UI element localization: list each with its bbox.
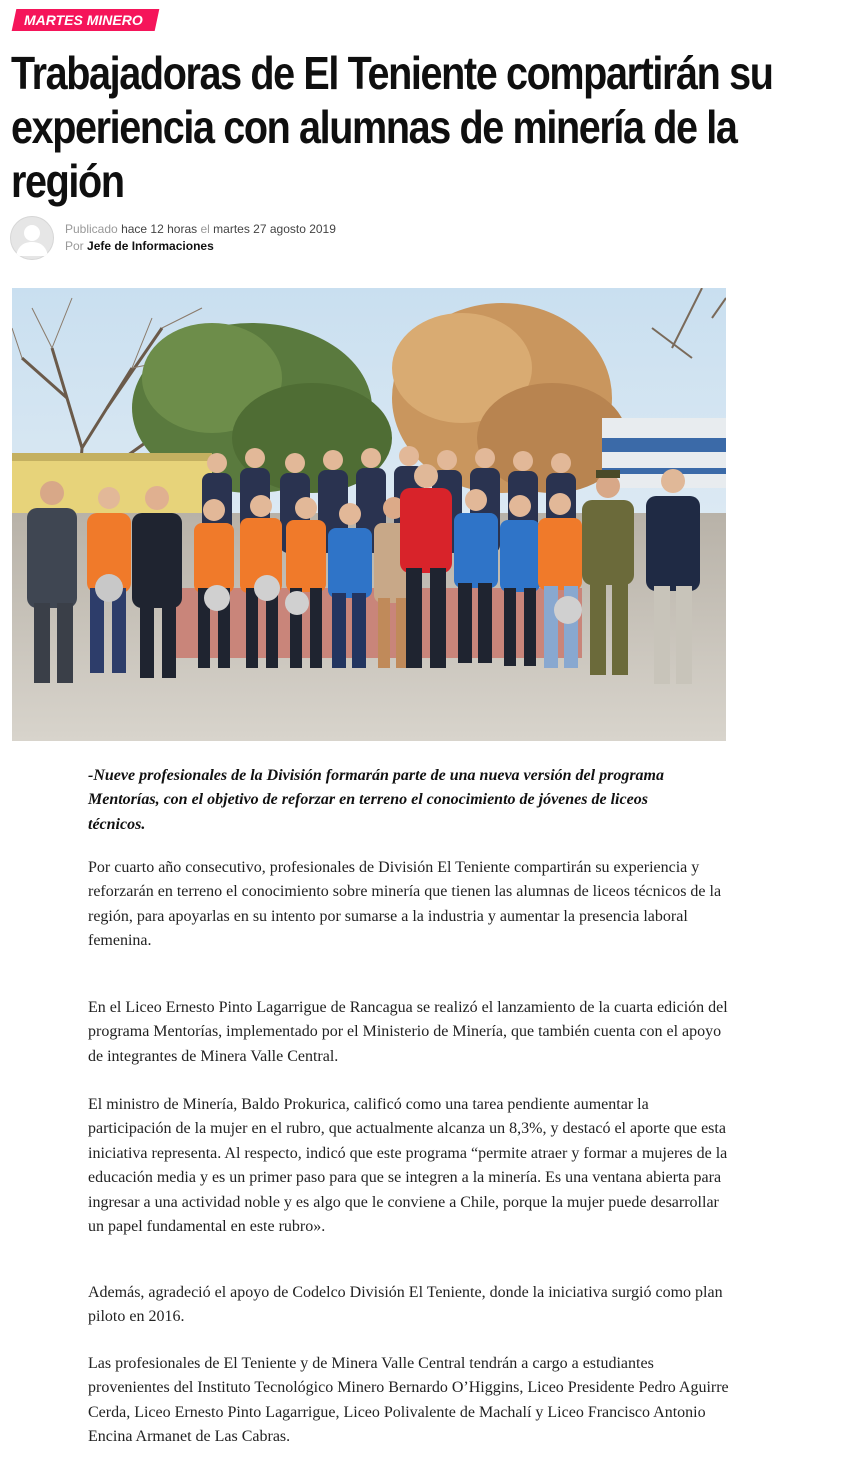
published-label: Publicado [65, 222, 118, 236]
article-paragraph: En el Liceo Ernesto Pinto Lagarrigue de Rancagua se realizó el lanzamiento de la cuarta edición del programa Mentorías, implementado por el Ministerio de Minería, que también cuenta con el apoyo de integrantes de Minera Valle Central. [88, 999, 728, 1065]
article-headline: Trabajadoras de El Teniente compartirán su experiencia con alumnas de minería de la región [11, 47, 773, 207]
article-paragraph: Por cuarto año consecutivo, profesionales de División El Teniente compartirán su experiencia y reforzarán en terreno el conocimiento sobre minería que tienen las alumnas de liceos técnicos de la región, para apoyarlas en su intento por sumarse a la industria y aumentar la presencia laboral femenina. [88, 859, 722, 950]
article-photo[interactable] [12, 288, 726, 741]
byline-meta [65, 221, 336, 255]
article-paragraph: El ministro de Minería, Baldo Prokurica, calificó como una tarea pendiente aumentar la participación de la mujer en el rubro, que actualmente alcanza un 8,3%, y destacó el aporte que esta iniciativa representa. Al respecto, indicó que este programa “permite atraer y formar a mujeres de la educación media y es un primer paso para que se integren a la minería. Es una ventana abierta para ingresar a una actividad noble y es algo que le conviene a Chile, porque la mujer puede desarrollar un papel fundamental en este rubro». [88, 1096, 728, 1236]
publish-date: martes 27 agosto 2019 [213, 222, 336, 236]
byline [10, 216, 510, 264]
date-connector: el [200, 222, 210, 236]
article-lead: -Nueve profesionales de la División formarán parte de una nueva versión del programa Mentorías, con el objetivo de reforzar en terreno el conocimiento de jóvenes de liceos técnicos. [88, 767, 664, 833]
category-tag[interactable] [12, 9, 159, 31]
author-avatar-icon[interactable] [10, 216, 54, 260]
article-paragraph: Las profesionales de El Teniente y de Minera Valle Central tendrán a cargo a estudiantes provenientes del Instituto Tecnológico Minero Bernardo O’Higgins, Liceo Presidente Pedro Aguirre Cerda, Liceo Ernesto Pinto Lagarrigue, Liceo Polivalente de Machalí y Liceo Francisco Antonio Encina Armanet de Las Cabras. [88, 1355, 729, 1446]
by-label: Por [65, 239, 84, 253]
relative-time: hace 12 horas [121, 222, 198, 236]
author-info [65, 238, 336, 255]
group-photo-icon [12, 288, 726, 741]
author-link[interactable]: Jefe de Informaciones [87, 239, 214, 253]
publish-info [65, 221, 336, 238]
article-paragraph: Además, agradeció el apoyo de Codelco División El Teniente, donde la iniciativa surgió como plan piloto en 2016. [88, 1284, 723, 1326]
category-label: MARTES MINERO [24, 12, 143, 28]
